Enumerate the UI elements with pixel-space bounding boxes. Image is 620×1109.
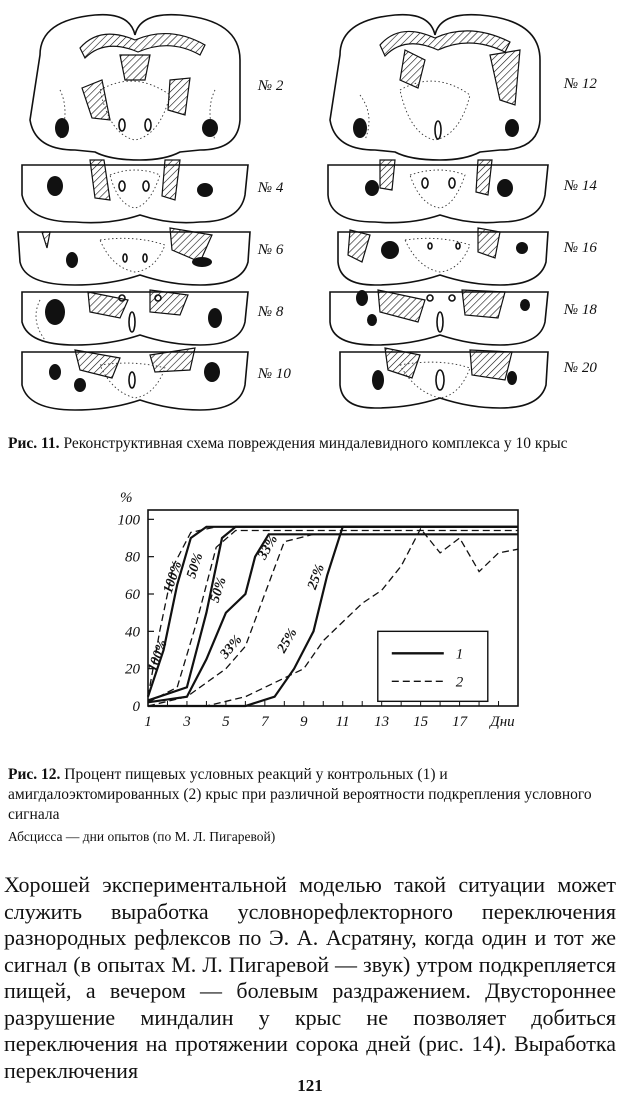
x-tick-label: 11 (335, 714, 350, 730)
x-tick-label: 7 (261, 714, 269, 730)
brain-section-6 (18, 228, 250, 285)
x-axis-label: Дни (490, 714, 515, 730)
brain-section-4 (22, 160, 248, 223)
brain-section-16 (338, 228, 548, 285)
x-tick-label: 9 (300, 714, 308, 730)
y-tick-label: 80 (125, 549, 140, 566)
figure-12-caption (8, 765, 616, 825)
page-number: 121 (297, 1076, 323, 1095)
curve-label: 33% (217, 632, 246, 662)
section-label-left: № 6 (258, 242, 284, 258)
x-tick-label: 13 (374, 714, 390, 730)
y-tick-label: 0 (132, 699, 140, 715)
brain-section-14 (328, 160, 548, 223)
section-label-right: № 18 (564, 302, 597, 318)
section-label-right: № 12 (564, 76, 597, 92)
legend-label: 2 (455, 674, 464, 691)
figure-11-caption (8, 434, 616, 454)
section-label-left: № 2 (258, 78, 284, 94)
y-tick-label: 60 (125, 587, 140, 603)
caption-text: Реконструктивная схема повреждения миндалевидного комплекса у 10 крыс (63, 435, 568, 452)
y-tick-label: 40 (125, 624, 140, 641)
x-tick-label: 3 (183, 714, 191, 730)
section-label-left: № 10 (258, 366, 291, 382)
section-label-right: № 14 (564, 178, 597, 194)
legend-label: 1 (455, 646, 464, 663)
x-tick-label: 15 (413, 714, 429, 730)
brain-section-20 (340, 348, 548, 408)
curve-label: 100% (160, 559, 186, 596)
abscissa-note: Абсцисса — дни опытов (по М. Л. Пигаревой) (8, 829, 276, 844)
figure-11-brain-sections (0, 0, 620, 420)
x-tick-label: 17 (452, 714, 468, 730)
brain-section-8 (22, 290, 248, 345)
caption-number: Рис. 11. (8, 435, 60, 452)
curve-label: 25% (274, 626, 301, 656)
y-axis-label: % (120, 490, 133, 506)
x-tick-label: 5 (222, 714, 230, 730)
curve-label: 33% (255, 532, 282, 563)
brain-section-12 (330, 15, 540, 160)
section-label-right: № 20 (564, 360, 597, 376)
chart-plot-area (118, 490, 519, 730)
caption-text: Процент пищевых условных реакций у контрольных (1) и амигдалоэктомированных (2) крыс при различной вероятности подкрепления условного сигнала (8, 766, 592, 823)
body-paragraph: Хорошей экспериментальной моделью такой ситуации может служить выработка условнорефлекторного переключения разнородных рефлексов по Э. А. Асратяну, когда один и тот же сигнал (в опытах М. Л. Пигаревой — звук) утром подкрепляется пищей, а вечером — болевым раздражением. Двустороннее разрушение миндалин у крыс не позволяет добиться переключения на протяжении сорока дней (рис. 14). Выработка переключения (4, 872, 616, 1083)
curve-label: 50% (184, 551, 207, 581)
curve-label: 50% (207, 575, 230, 605)
legend-box (378, 631, 488, 701)
brain-section-2 (30, 15, 240, 160)
curve-label: 25% (305, 562, 329, 592)
caption-number: Рис. 12. (8, 766, 61, 783)
figure-12-chart (90, 484, 530, 744)
brain-section-10 (22, 348, 248, 410)
brain-section-18 (330, 290, 548, 345)
y-tick-label: 20 (125, 661, 140, 678)
x-tick-label: 1 (144, 714, 152, 730)
y-tick-label: 100 (117, 512, 140, 529)
curve-label: 100% (145, 637, 171, 674)
section-label-right: № 16 (564, 240, 597, 256)
section-label-left: № 4 (258, 180, 284, 196)
section-label-left: № 8 (258, 304, 284, 320)
